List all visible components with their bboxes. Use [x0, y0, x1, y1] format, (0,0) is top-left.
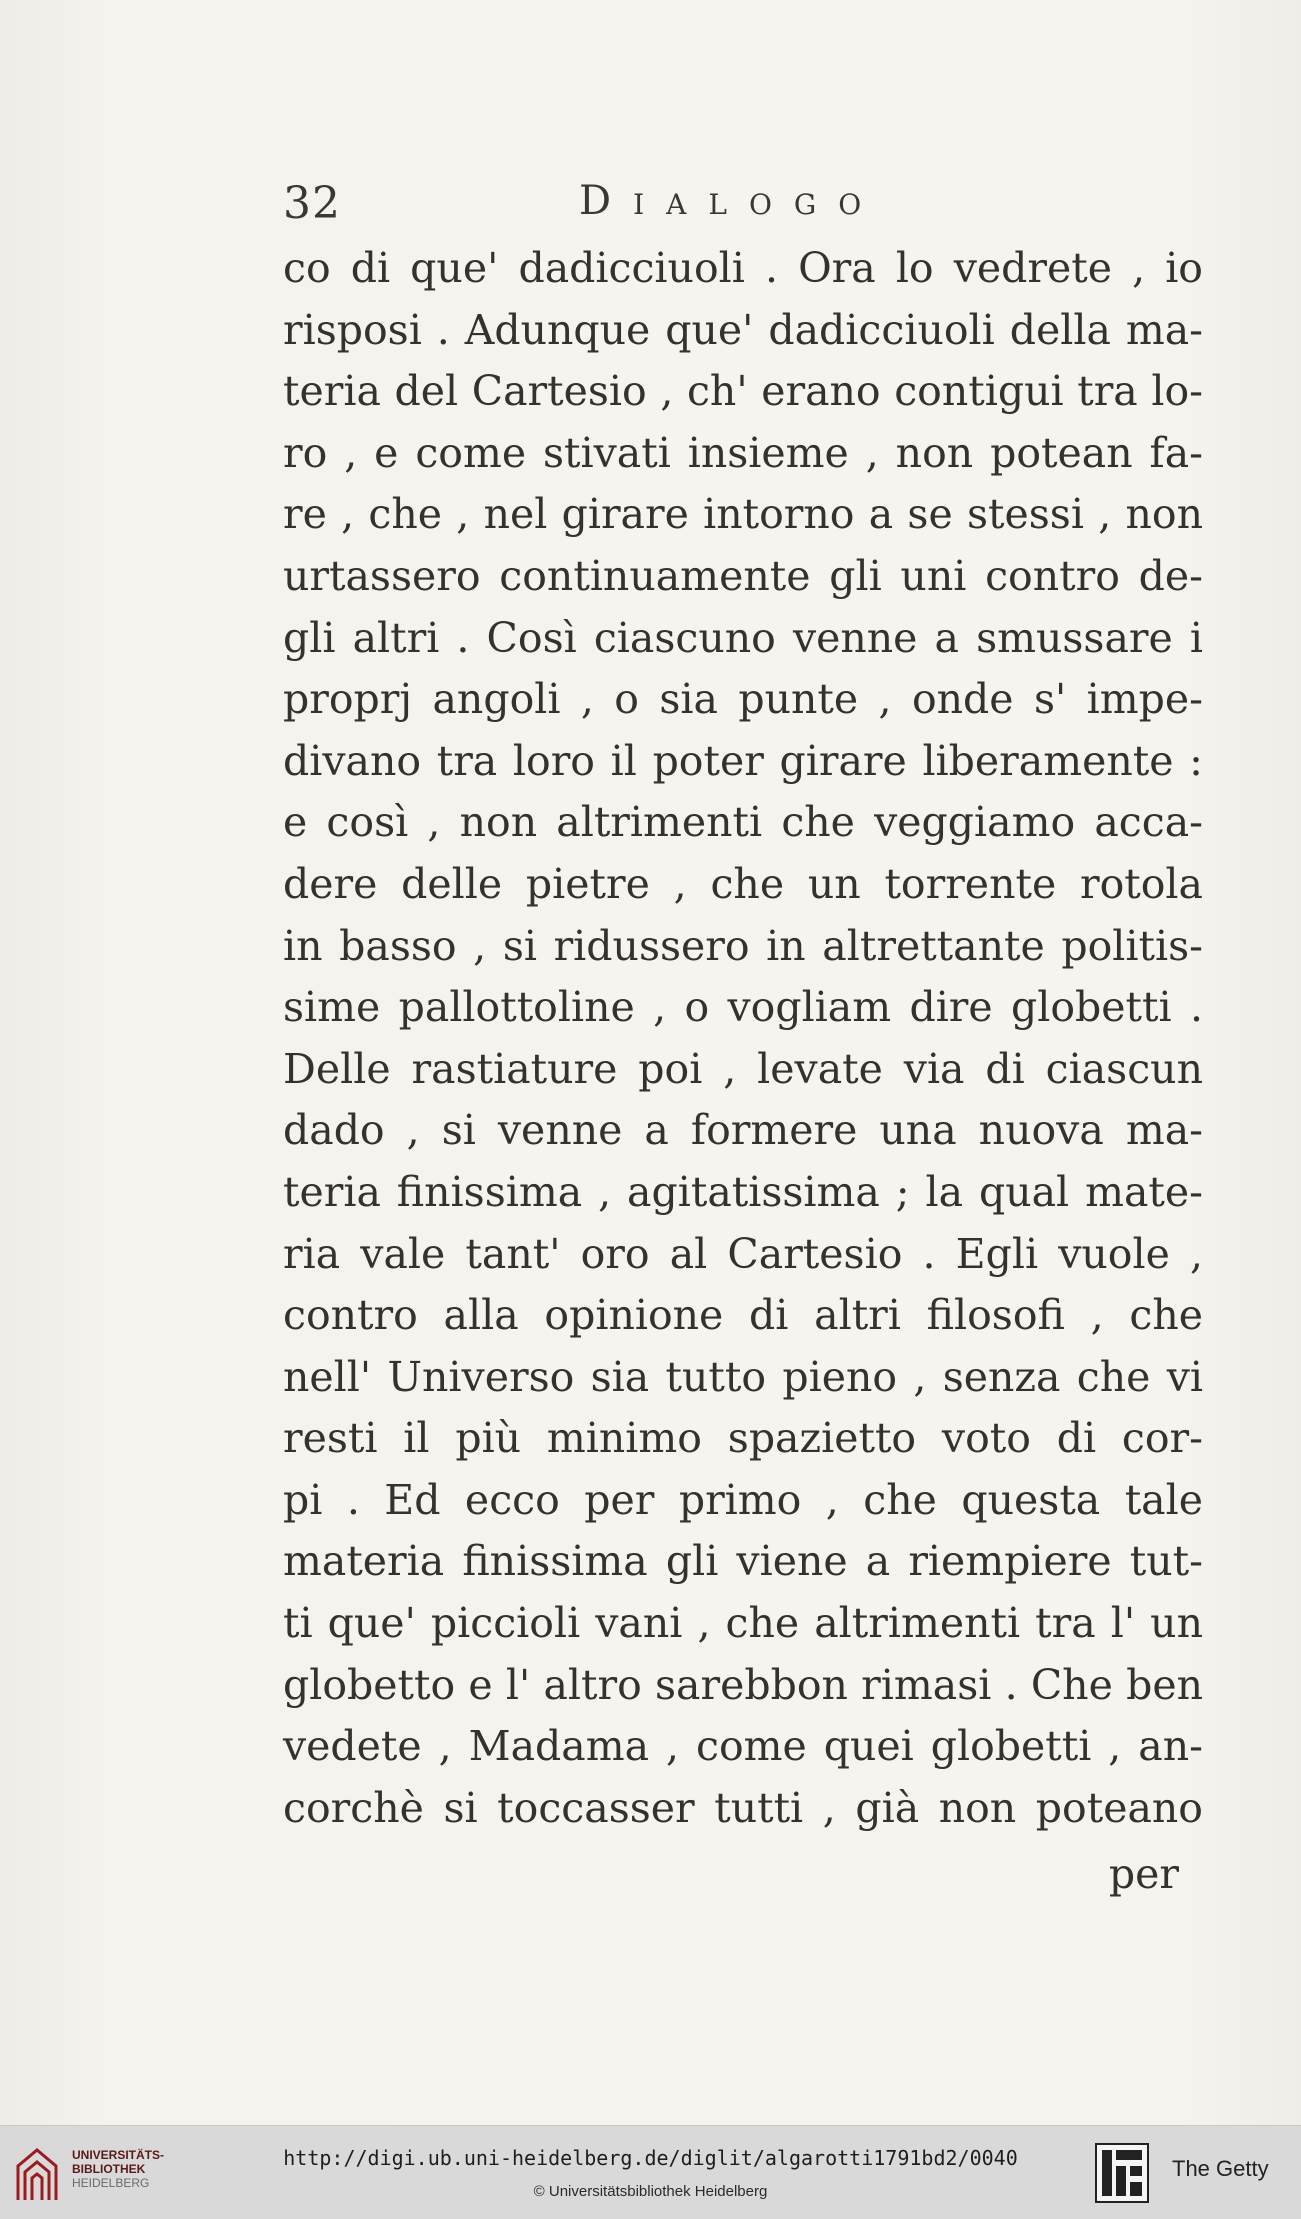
getty-logo-icon: [1094, 2142, 1150, 2204]
viewer-footer: [0, 2125, 1301, 2219]
text-line: pi . Ed ecco per primo , che questa tale: [283, 1475, 1203, 1524]
text-line: materia finissima gli viene a riempiere tut-: [283, 1537, 1203, 1586]
text-line: sime pallottoline , o vogliam dire globetti .: [283, 983, 1203, 1032]
body-text: [283, 238, 1203, 1909]
text-line: proprj angoli , o sia punte , onde s' impe-: [283, 675, 1203, 724]
text-line: urtassero continuamente gli uni contro de-: [283, 551, 1203, 600]
text-line: corchè si toccasser tutti , già non poteano: [283, 1783, 1203, 1832]
text-line: nell' Universo sia tutto pieno , senza che vi: [283, 1352, 1203, 1401]
library-name-line: BIBLIOTHEK: [72, 2162, 146, 2176]
page-number: 32: [283, 178, 341, 229]
text-line: contro alla opinione di altri filosofi , che: [283, 1291, 1203, 1340]
text-line: ro , e come stivati insieme , non potean fa-: [283, 428, 1203, 477]
text-line: divano tra loro il poter girare liberamente :: [283, 736, 1203, 785]
text-line: gli altri . Così ciascuno venne a smussare i: [283, 613, 1203, 662]
text-line: ria vale tant' oro al Cartesio . Egli vuole ,: [283, 1229, 1203, 1278]
text-line: in basso , si ridussero in altrettante politis-: [283, 921, 1203, 970]
text-line: risposi . Adunque que' dadicciuoli della ma-: [283, 305, 1203, 354]
text-line: teria del Cartesio , ch' erano contigui tra lo-: [283, 367, 1203, 416]
text-line: co di que' dadicciuoli . Ora lo vedrete , io: [283, 244, 1203, 292]
partner-name: The Getty: [1172, 2156, 1269, 2181]
running-head: [283, 178, 1213, 238]
permalink-url[interactable]: http://digi.ub.uni-heidelberg.de/diglit/algarotti1791bd2/0040: [283, 2146, 1018, 2170]
text-line: globetto e l' altro sarebbon rimasi . Che ben: [283, 1660, 1203, 1709]
library-name-line: UNIVERSITÄTS-: [72, 2148, 165, 2162]
catchword: per: [1108, 1850, 1179, 1899]
text-line: dere delle pietre , che un torrente rotola: [283, 859, 1203, 908]
text-line: re , che , nel girare intorno a se stessi , non: [283, 490, 1203, 539]
text-line: dado , si venne a formere una nuova ma-: [283, 1106, 1203, 1155]
library-name-line: HEIDELBERG: [72, 2176, 150, 2190]
text-line: ti que' piccioli vani , che altrimenti tra l' un: [283, 1599, 1203, 1648]
text-line: vedete , Madama , come quei globetti , an-: [283, 1722, 1203, 1771]
running-head-title: Dialogo: [579, 178, 884, 224]
text-line: teria finissima , agitatissima ; la qual mate-: [283, 1167, 1203, 1216]
copyright-notice: © Universitätsbibliothek Heidelberg: [533, 2183, 768, 2200]
text-line: resti il più minimo spazietto voto di cor-: [283, 1414, 1203, 1463]
text-line: Delle rastiature poi , levate via di ciascun: [283, 1044, 1203, 1093]
text-line: e così , non altrimenti che veggiamo acca-: [283, 798, 1203, 847]
